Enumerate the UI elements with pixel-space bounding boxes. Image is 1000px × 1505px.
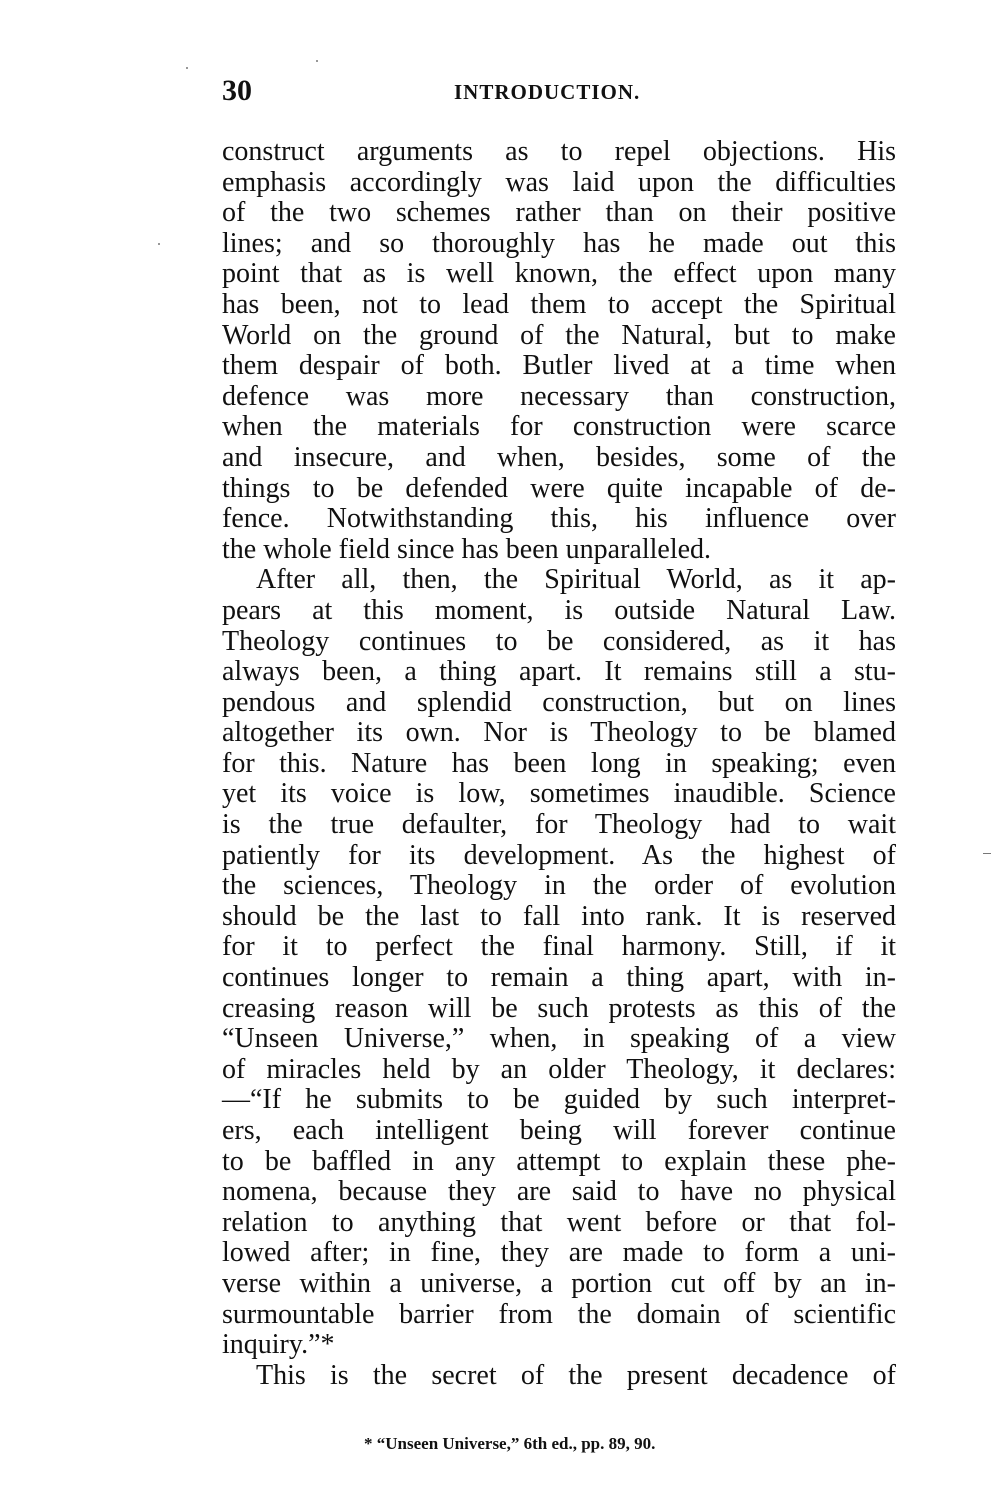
text-line: to be baffled in any attempt to explain these phe-	[222, 1145, 896, 1177]
text-line: fence. Notwithstanding this, his influence over	[222, 503, 896, 535]
text-line: defence was more necessary than construction,	[222, 380, 896, 412]
text-line: them despair of both. Butler lived at a time when	[222, 350, 896, 382]
text-line: relation to anything that went before or that fol-	[222, 1206, 896, 1238]
footnote: * “Unseen Universe,” 6th ed., pp. 89, 90.	[364, 1434, 656, 1453]
text-line: yet its voice is low, sometimes inaudible. Science	[222, 778, 896, 810]
scan-speck	[186, 67, 188, 69]
text-line: should be the last to fall into rank. It is reserved	[222, 900, 896, 932]
text-line: emphasis accordingly was laid upon the difficulties	[222, 166, 896, 198]
text-line: This is the secret of the present decadence of	[256, 1359, 896, 1391]
text-line: ers, each intelligent being will forever continue	[222, 1115, 896, 1146]
text-line: “Unseen Universe,” when, in speaking of a view	[222, 1023, 896, 1055]
page-header	[222, 74, 668, 108]
text-line: —“If he submits to be guided by such interpret-	[222, 1084, 896, 1116]
scan-speck	[983, 853, 991, 854]
body-text	[222, 137, 896, 1391]
text-line: pendous and splendid construction, but on lines	[222, 686, 896, 718]
text-line: the whole field since has been unparalleled.	[222, 533, 712, 565]
text-line: verse within a universe, a portion cut off by an in-	[222, 1267, 896, 1299]
text-line: continues longer to remain a thing apart, with in-	[222, 962, 896, 994]
text-line: patiently for its development. As the highest of	[222, 839, 896, 871]
text-line: lowed after; in fine, they are made to form a uni-	[222, 1237, 896, 1269]
text-line: altogether its own. Nor is Theology to be blamed	[222, 717, 896, 749]
text-line: of miracles held by an older Theology, it declares:	[222, 1053, 896, 1085]
text-line: Theology continues to be considered, as it has	[222, 625, 896, 657]
text-line: has been, not to lead them to accept the Spiritual	[222, 288, 896, 320]
text-line: surmountable barrier from the domain of scientific	[222, 1298, 896, 1330]
page-number: 30	[222, 74, 252, 107]
text-line: always been, a thing apart. It remains still a stu-	[222, 656, 896, 688]
text-line: is the true defaulter, for Theology had to wait	[222, 809, 896, 841]
text-line: when the materials for construction were scarce	[222, 411, 896, 443]
scan-speck	[316, 60, 318, 62]
text-line: inquiry.”*	[222, 1329, 335, 1361]
text-line: After all, then, the Spiritual World, as it ap-	[256, 564, 896, 596]
text-line: of the two schemes rather than on their positive	[222, 197, 896, 229]
text-line: creasing reason will be such protests as this of the	[222, 992, 896, 1024]
text-line: and insecure, and when, besides, some of the	[222, 441, 896, 473]
running-title: INTRODUCTION.	[454, 80, 641, 104]
text-line: lines; and so thoroughly has he made out this	[222, 227, 896, 259]
text-line: pears at this moment, is outside Natural Law.	[222, 594, 896, 626]
text-line: World on the ground of the Natural, but to make	[222, 319, 896, 351]
text-line: for this. Nature has been long in speaking; even	[222, 747, 896, 779]
text-line: the sciences, Theology in the order of evolution	[222, 870, 896, 902]
text-line: for it to perfect the final harmony. Still, if it	[222, 931, 896, 963]
text-line: construct arguments as to repel objections. His	[222, 136, 896, 167]
text-line: things to be defended were quite incapable of de-	[222, 472, 896, 504]
scan-speck	[158, 243, 160, 245]
text-line: nomena, because they are said to have no physical	[222, 1176, 896, 1208]
text-line: point that as is well known, the effect upon many	[222, 258, 896, 290]
